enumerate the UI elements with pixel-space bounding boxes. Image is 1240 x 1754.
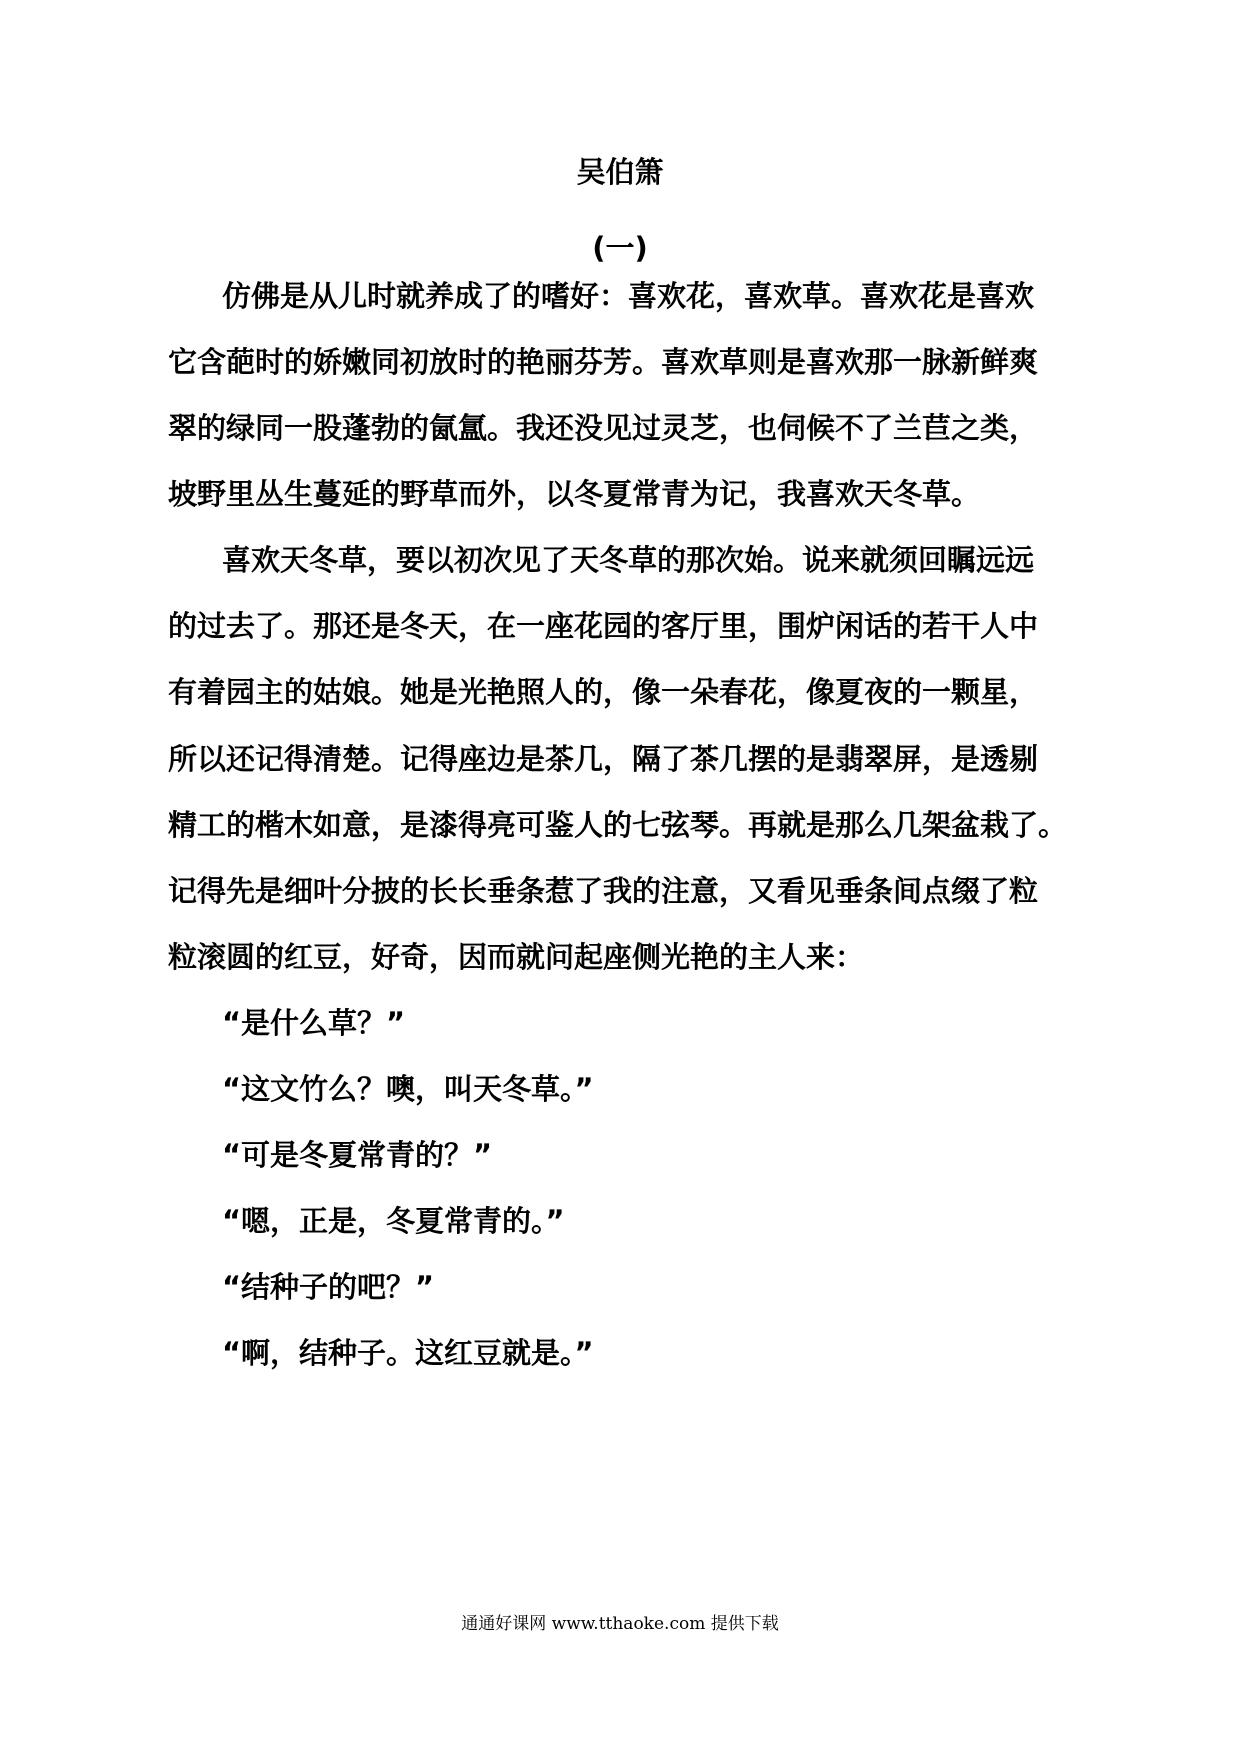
text-line: 喜欢天冬草，要以初次见了天冬草的那次始。说来就须回瞩远远 xyxy=(222,543,1035,577)
author-name: 吴伯箫 xyxy=(576,155,664,189)
text-line: 的过去了。那还是冬天，在一座花园的客厅里，围炉闲话的若干人中 xyxy=(168,609,1039,643)
text-line: 记得先是细叶分披的长长垂条惹了我的注意，又看见垂条间点缀了粒 xyxy=(168,874,1039,908)
dialogue-line: “这文竹么？噢，叫天冬草。” xyxy=(222,1072,594,1106)
text-line: 有着园主的姑娘。她是光艳照人的，像一朵春花，像夏夜的一颗星， xyxy=(168,675,1039,709)
text-line: 翠的绿同一股蓬勃的氤氲。我还没见过灵芝，也伺候不了兰苣之类， xyxy=(168,411,1039,445)
dialogue-line: “啊，结种子。这红豆就是。” xyxy=(222,1336,594,1370)
text-line: 坡野里丛生蔓延的野草而外，以冬夏常青为记，我喜欢天冬草。 xyxy=(168,477,981,511)
text-line: 粒滚圆的红豆，好奇，因而就问起座侧光艳的主人来： xyxy=(168,940,865,974)
text-line: 它含葩时的娇嫩同初放时的艳丽芬芳。喜欢草则是喜欢那一脉新鲜爽 xyxy=(168,345,1039,379)
section-heading: (一) xyxy=(592,231,648,265)
dialogue-line: “嗯，正是，冬夏常青的。” xyxy=(222,1204,565,1238)
text-line: 精工的楷木如意，是漆得亮可鉴人的七弦琴。再就是那么几架盆栽了。 xyxy=(168,808,1068,842)
text-line: 所以还记得清楚。记得座边是茶几，隔了茶几摆的是翡翠屏，是透剔 xyxy=(168,742,1039,776)
footer-text: 通通好课网 www.tthaoke.com 提供下载 xyxy=(461,1614,779,1634)
dialogue-line: “是什么草？” xyxy=(222,1006,406,1040)
text-line: 仿佛是从儿时就养成了的嗜好：喜欢花，喜欢草。喜欢花是喜欢 xyxy=(222,279,1035,313)
dialogue-line: “结种子的吧？” xyxy=(222,1270,435,1304)
dialogue-line: “可是冬夏常青的？” xyxy=(222,1138,493,1172)
